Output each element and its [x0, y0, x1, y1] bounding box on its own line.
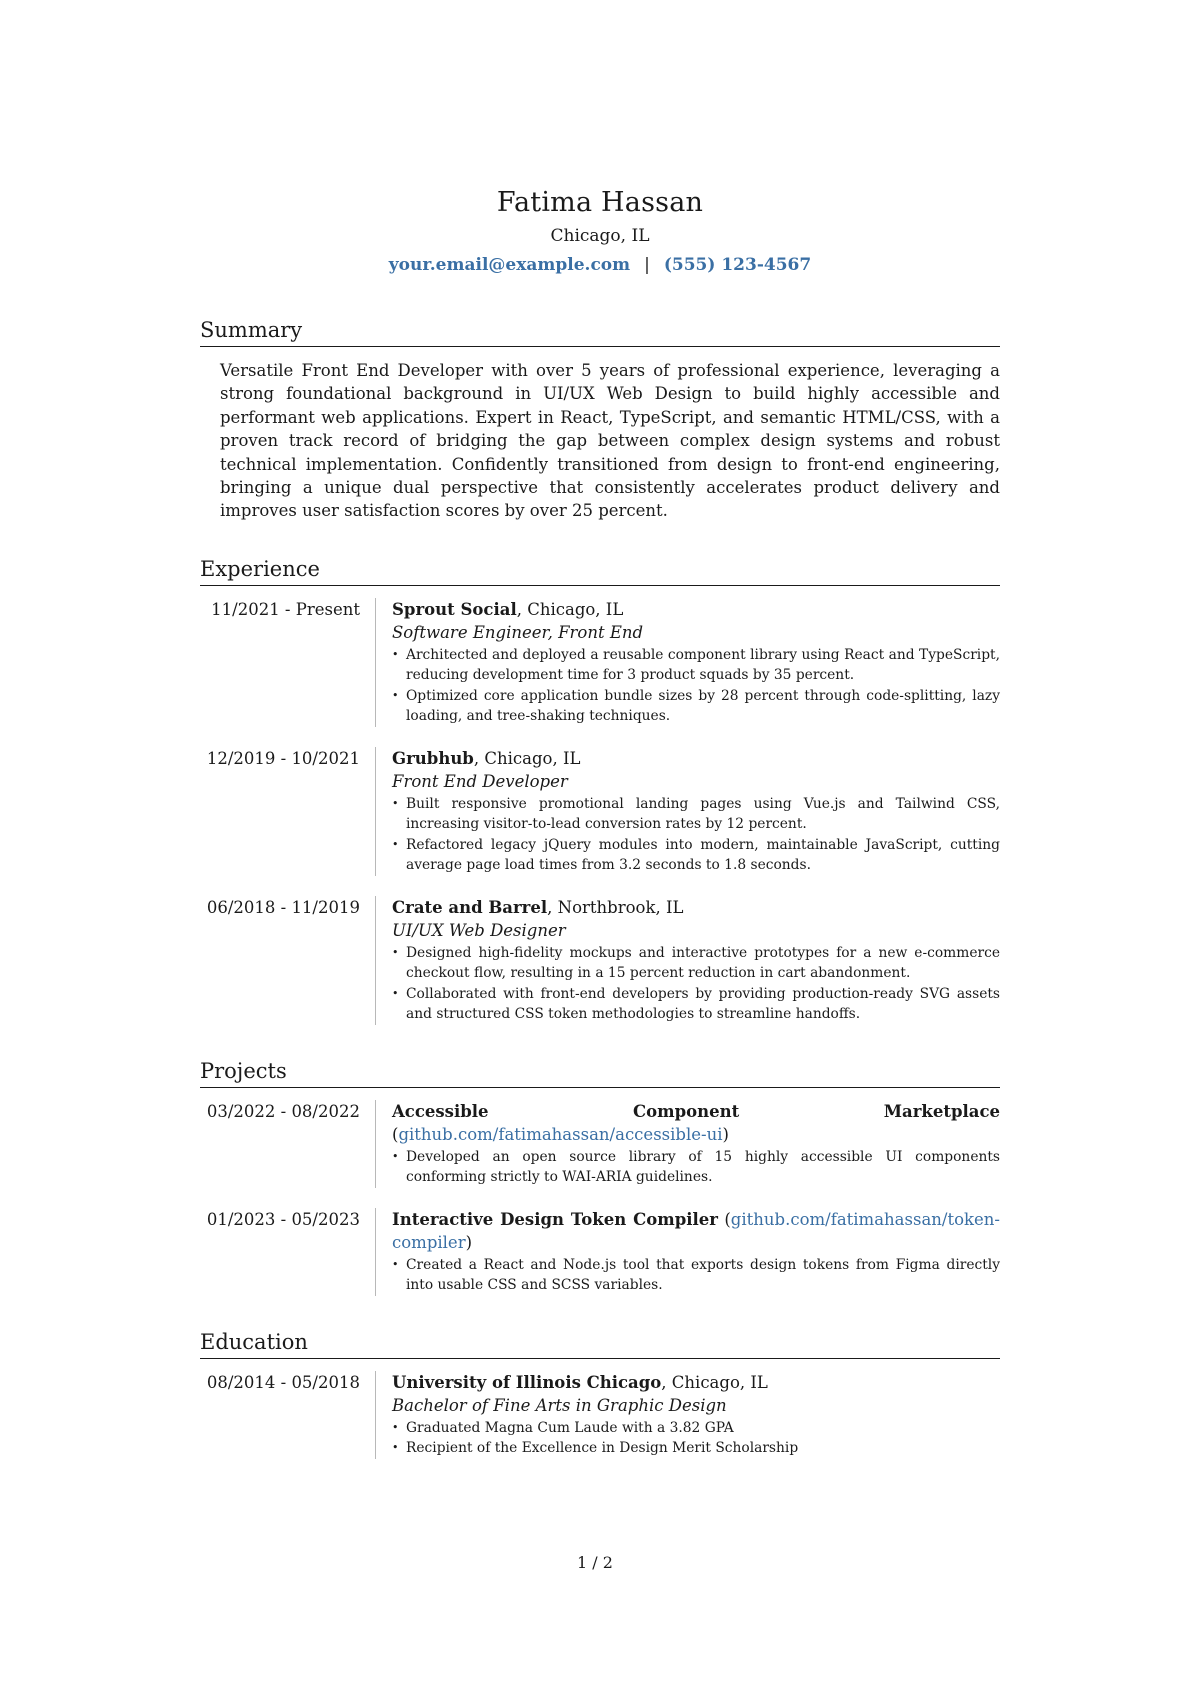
section-title-experience: Experience [200, 556, 1000, 586]
company-name: Crate and Barrel [392, 897, 548, 917]
project-name: Accessible Component Marketplace [392, 1101, 1000, 1121]
bullet-item: • Created a React and Node.js tool that exports design tokens from Figma directly into usable CSS and SCSS variables. [392, 1255, 1000, 1296]
entry-body [376, 1208, 1000, 1296]
bullet-item: • Refactored legacy jQuery modules into modern, maintainable JavaScript, cutting average page load times from 3.2 seconds to 1.8 seconds. [392, 835, 1000, 876]
bullet-list [392, 1255, 1000, 1296]
education-entry [200, 1371, 1000, 1459]
contact-separator: | [644, 255, 650, 275]
entry-heading [392, 896, 1000, 919]
school-name: University of Illinois Chicago [392, 1372, 662, 1392]
contact-line [200, 253, 1000, 277]
job-title: Software Engineer, Front End [392, 622, 644, 642]
entry-body [376, 1100, 1000, 1188]
candidate-name: Fatima Hassan [496, 187, 704, 218]
entry-body [376, 896, 1000, 1025]
bullet-list [392, 1418, 1000, 1459]
projects-section [200, 1058, 1000, 1296]
project-name: Interactive Design Token Compiler [392, 1209, 718, 1229]
project-link[interactable]: github.com/fatimahassan/token-compiler [392, 1209, 1000, 1252]
candidate-location: Chicago, IL [550, 226, 650, 246]
bullet-list [392, 1147, 1000, 1188]
bullet-list [392, 645, 1000, 727]
bullet-item: • Graduated Magna Cum Laude with a 3.82 GPA [392, 1418, 1000, 1439]
experience-entry [200, 598, 1000, 727]
job-title: UI/UX Web Designer [392, 920, 566, 940]
project-entry [200, 1100, 1000, 1188]
section-title-summary: Summary [200, 317, 1000, 347]
entry-heading [392, 598, 1000, 621]
project-link[interactable]: github.com/fatimahassan/accessible-ui [398, 1124, 723, 1144]
page-number: 1 / 2 [577, 1553, 613, 1572]
bullet-item: • Designed high-fidelity mockups and interactive prototypes for a new e-commerce checkout flow, resulting in a 15 percent reduction in cart abandonment. [392, 943, 1000, 984]
company-name: Sprout Social [392, 599, 517, 619]
project-heading: Accessible Component Marketplace (github.com/fatimahassan/accessible-ui) [392, 1101, 1000, 1144]
job-title: Front End Developer [392, 771, 568, 791]
experience-entry [200, 747, 1000, 876]
degree: Bachelor of Fine Arts in Graphic Design [392, 1395, 727, 1415]
company-location: , Chicago, IL [473, 748, 581, 768]
bullet-list [392, 943, 1000, 1025]
section-title-projects: Projects [200, 1058, 1000, 1088]
entry-date: 06/2018 - 11/2019 [200, 896, 376, 1025]
bullet-item: • Optimized core application bundle sizes by 28 percent through code-splitting, lazy loading, and tree-shaking techniques. [392, 686, 1000, 727]
email-link[interactable]: your.email@example.com [388, 255, 631, 275]
entry-body [376, 1371, 1000, 1459]
bullet-item: • Architected and deployed a reusable component library using React and TypeScript, reducing development time for 3 product squads by 35 percent. [392, 645, 1000, 686]
summary-text: Versatile Front End Developer with over 5 years of professional experience, leveraging a strong foundational background in UI/UX Web Design to build highly accessible and performant web applications. Expert in React, TypeScript, and semantic HTML/CSS, with a proven track record of bridging the gap between complex design systems and robust technical implementation. Confidently transitioned from design to front-end engineering, bringing a unique dual perspective that consistently accelerates product delivery and improves user satisfaction scores by over 25 percent. [220, 361, 1000, 521]
entry-heading [392, 747, 1000, 770]
entry-body [376, 747, 1000, 876]
summary-section [200, 317, 1000, 523]
bullet-list [392, 794, 1000, 876]
bullet-item: • Collaborated with front-end developers by providing production-ready SVG assets and structured CSS token methodologies to streamline handoffs. [392, 984, 1000, 1025]
entry-date: 12/2019 - 10/2021 [200, 747, 376, 876]
phone-link[interactable]: (555) 123-4567 [663, 255, 812, 275]
education-section [200, 1329, 1000, 1459]
bullet-item: • Developed an open source library of 15 highly accessible UI components conforming strictly to WAI-ARIA guidelines. [392, 1147, 1000, 1188]
project-heading: Interactive Design Token Compiler (github.com/fatimahassan/token-compiler) [392, 1209, 1000, 1252]
entry-heading [392, 1371, 1000, 1394]
company-name: Grubhub [392, 748, 474, 768]
experience-section [200, 556, 1000, 1025]
school-location: , Chicago, IL [661, 1372, 768, 1392]
entry-date: 11/2021 - Present [200, 598, 376, 727]
company-location: , Chicago, IL [516, 599, 624, 619]
entry-body [376, 598, 1000, 727]
entry-date: 08/2014 - 05/2018 [200, 1371, 376, 1459]
entry-date: 03/2022 - 08/2022 [200, 1100, 376, 1188]
bullet-item: • Built responsive promotional landing pages using Vue.js and Tailwind CSS, increasing visitor-to-lead conversion rates by 12 percent. [392, 794, 1000, 835]
resume-header [200, 186, 1000, 277]
section-title-education: Education [200, 1329, 1000, 1359]
bullet-item: • Recipient of the Excellence in Design Merit Scholarship [392, 1438, 1000, 1459]
project-entry [200, 1208, 1000, 1296]
experience-entry [200, 896, 1000, 1025]
entry-date: 01/2023 - 05/2023 [200, 1208, 376, 1296]
company-location: , Northbrook, IL [547, 897, 684, 917]
resume-page [200, 186, 1000, 1492]
